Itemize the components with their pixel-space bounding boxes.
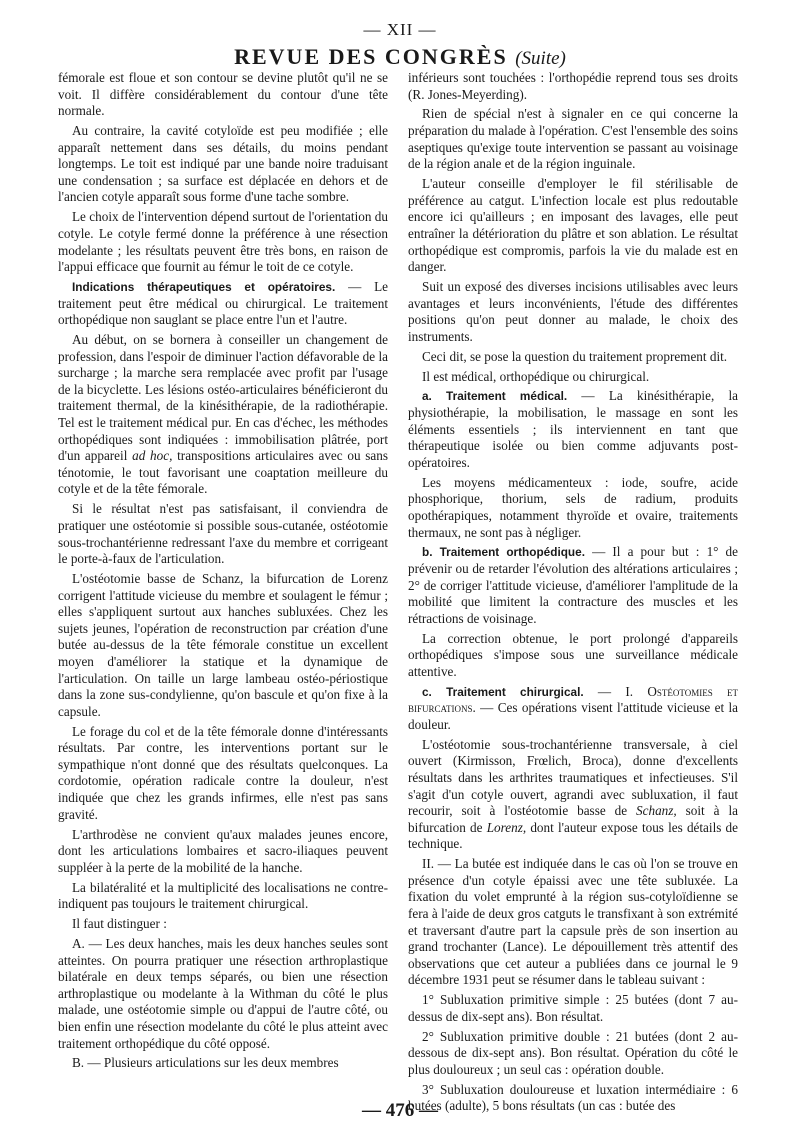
paragraph — [408, 388, 738, 471]
paragraph — [58, 332, 388, 498]
paragraph: La correction obtenue, le port prolongé d'appareils orthopédiques s'impose sous une surveillance médicale attentive. — [408, 630, 738, 679]
running-title — [0, 44, 800, 70]
paragraph: 2° Subluxation primitive double : 21 butées (dont 2 au-dessous de dix-sept ans). Bon résultat. Opération du côté le plus douloureux ; un seul cas : opération double. — [408, 1028, 738, 1077]
paragraph-text: — Ces opérations visent l'attitude vicieuse et la douleur. — [408, 700, 738, 732]
paragraph-text: L'ostéotomie sous-trochantérienne transversale, à ciel ouvert (Kirmisson, Frœlich, Broca), donne d'excellents résultats dans les arthrites traumatiques et infectieuses. S'il s'agit d'un cotyle ouvert, agrandi avec subluxation, il faut recourir, soit à l'ostéotomie basse de — [408, 736, 738, 819]
paragraph: 1° Subluxation primitive simple : 25 butées (dont 7 au-dessus de dix-sept ans). Bon résultat. — [408, 992, 738, 1024]
paragraph-text: — Il a pour but : 1° de prévenir ou de retarder l'évolution des altérations articulaires ; 2° de corriger l'attitude vicieuse, d'améliorer l'amplitude de la mobilité que limitent la contracture des muscles et les rétractions de voisinage. — [408, 544, 738, 626]
paragraph: L'arthrodèse ne convient qu'aux malades jeunes encore, dont les articulations lombaires et sacro-iliaques peuvent suppléer à la perte de la mobilité de la hanche. — [58, 826, 388, 875]
paragraph-text: transpositions articulaires avec ou sans ténotomie, le tout favorisant une coaptation meilleure du cotyle et de la tête fémorale. — [58, 448, 389, 497]
paragraph: Au contraire, la cavité cotyloïde est peu modifiée ; elle apparaît nettement dans ses détails, du moins pendant longtemps. Le toit est indiqué par une bande noire traduisant une condensation ; sa surface est déplacée en dehors et de l'ancien cotyle apparaît sous forme d'une tache sombre. — [58, 123, 388, 205]
paragraph-text: dont l'auteur expose tous les détails de technique. — [408, 819, 738, 852]
subsection-heading: b. Traitement orthopédique. — [422, 545, 585, 560]
subsection-heading: Indications thérapeutiques et opératoires. — [72, 280, 336, 295]
italic-term: ad hoc, — [132, 448, 173, 464]
paragraph: II. — La butée est indiquée dans le cas où l'on se trouve en présence d'un cotyle épaissi avec une tête subluxée. La fixation du volet emprunté à la région sus-cotyloïdienne se fera à l'aide de deux gros catguts le transfixant à son extrémité et traversant d'autre part la capsule près de son insertion au grand trochanter (Lance). Le dépouillement très attentif des observations que cet auteur a publiées dans ce journal le 9 décembre 1931 peut se résumer dans le tableau suivant : — [408, 856, 738, 988]
paragraph-text: — Le traitement peut être médical ou chirurgical. Le traitement orthopédique non sauglant se place entre l'un et l'autre. — [58, 279, 388, 328]
paragraph: 3° Subluxation douloureuse et luxation intermédiaire : 6 butées (adulte), 5 bons résultats (un cas : butée des — [408, 1081, 738, 1114]
right-column — [408, 70, 738, 1118]
paragraph — [408, 684, 738, 734]
subsection-heading: a. Traitement médical. — [422, 389, 568, 404]
paragraph: Les moyens médicamenteux : iode, soufre, acide phosphorique, thorium, sels de radium, produits opothérapiques, notamment thyroïde et ovaire, traitements thermaux, ne sont pas à négliger. — [408, 474, 738, 540]
paragraph-text: — La kinésithérapie, la physiothérapie, la mobilisation, le massage en sont les éléments essentiels ; ils interviennent en tant que thérapeutique isolée ou bien comme adjuvants post-opératoires. — [408, 388, 738, 470]
paragraph: L'auteur conseille d'employer le fil stérilisable de préférence au catgut. L'infection locale est plus redoutable encore ici qu'ailleurs ; en imposant des lavages, elle peut entraîner la détérioration du plâtre et son ablation. Le résultat orthopédique est compromis, parfois la vie du malade est en danger. — [408, 176, 738, 275]
paragraph: Il faut distinguer : — [72, 916, 167, 932]
paragraph: Rien de spécial n'est à signaler en ce qui concerne la préparation du malade à l'opération. C'est l'ensemble des soins aseptiques qu'exige toute intervention se passant au voisinage de la région anale et de la région inguinale. — [408, 106, 738, 172]
paragraph: Le choix de l'intervention dépend surtout de l'orientation du cotyle. Le cotyle fermé donne la préférence à une résection modelante ; les résultats peuvent être très bons, en raison de l'appui efficace que fournit au fémur le toit de ce cotyle. — [58, 209, 388, 275]
page-roman-numeral: — XII — — [363, 20, 437, 39]
paragraph: Le forage du col et de la tête fémorale donne d'intéressants résultats. Par contre, les interventions portant sur le sympathique n'ont donné que des résultats quelconques. La cordotomie, opération radicale contre la douleur, n'est indiquée que chez les grands infirmes, elle n'est pas sans gravité. — [58, 723, 388, 822]
paragraph — [408, 544, 738, 627]
paragraph: Ceci dit, se pose la question du traitement proprement dit. — [422, 348, 728, 364]
italic-name: Schanz, — [636, 803, 677, 819]
page-number: — 476 — — [362, 1100, 438, 1121]
italic-name: Lorenz, — [486, 819, 527, 835]
paragraph-text: Au début, on se bornera à conseiller un changement de profession, dans l'espoir de diminuer l'action défavorable de la surcharge ; la marche sera remplacée avec profit par l'usage de la bicyclette. Les lésions ostéo-articulaires bénéficieront du traitement thermal, de la kinésithérapie, de la radiothérapie. Tel est le traitement médical pur. En cas d'échec, les méthodes orthopédiques sont indiquées : immobilisation plâtrée, port d'un appareil — [58, 332, 388, 464]
section-title: REVUE DES CONGRÈS — [234, 44, 508, 69]
small-caps-heading: — I. Ostéotomies et bifurcations. — [408, 683, 738, 716]
paragraph: Suit un exposé des diverses incisions utilisables avec leurs avantages et leurs inconvénients, l'étude des différentes positions qu'on peut donner au malade, le choix des instruments. — [408, 279, 738, 344]
section-title-suffix: (Suite) — [515, 48, 566, 69]
subsection-heading: c. Traitement chirurgical. — [422, 684, 584, 699]
paragraph: La bilatéralité et la multiplicité des localisations ne contre-indiquent pas toujours le traitement chirurgical. — [58, 879, 388, 912]
paragraph — [58, 279, 388, 329]
paragraph: A. — Les deux hanches, mais les deux hanches seules sont atteintes. On pourra pratiquer une résection arthroplastique bilatérale en deux temps séparés, ou bien une résection arthroplastique ou modelante à la Withman du côté le plus malade, une ostéotomie simple ou d'appui de l'autre côté, ou bien enfin une résection modelante du côté le plus atteint avec traitement orthopédique du côté opposé. — [58, 935, 388, 1051]
paragraph: Il est médical, orthopédique ou chirurgical. — [422, 368, 650, 384]
paragraph-text: soit à la bifurcation de — [408, 803, 738, 835]
paragraph: inférieurs sont touchées : l'orthopédie reprend tous ses droits (R. Jones-Meyerding). — [408, 70, 738, 102]
paragraph — [408, 737, 738, 853]
left-column — [58, 70, 388, 1075]
paragraph: Si le résultat n'est pas satisfaisant, il conviendra de pratiquer une ostéotomie si possible sous-cutanée, ostéotomie sous-trochantérienne redressant l'axe du membre et corrigeant le porte-à-faux de l'articulation. — [58, 501, 388, 567]
paragraph: B. — Plusieurs articulations sur les deux membres — [72, 1055, 339, 1071]
paragraph: fémorale est floue et son contour se devine plutôt qu'il ne se voit. Il diffère considérablement du contour d'une tête normale. — [58, 70, 388, 119]
paragraph: L'ostéotomie basse de Schanz, la bifurcation de Lorenz corrigent l'attitude vicieuse du membre et soulagent le fémur ; elles s'appliquent surtout aux hanches subluxées. Chez les sujets jeunes, l'opération de reconstruction par création d'une butée au-dessus de la tête fémorale constitue un excellent moyen d'améliorer la statique et la dynamique de l'articulation. On taille un large lambeau ostéo-périostique dans la zone sus-condylienne, qu'on bascule et qu'on fixe à la capsule. — [58, 571, 388, 719]
